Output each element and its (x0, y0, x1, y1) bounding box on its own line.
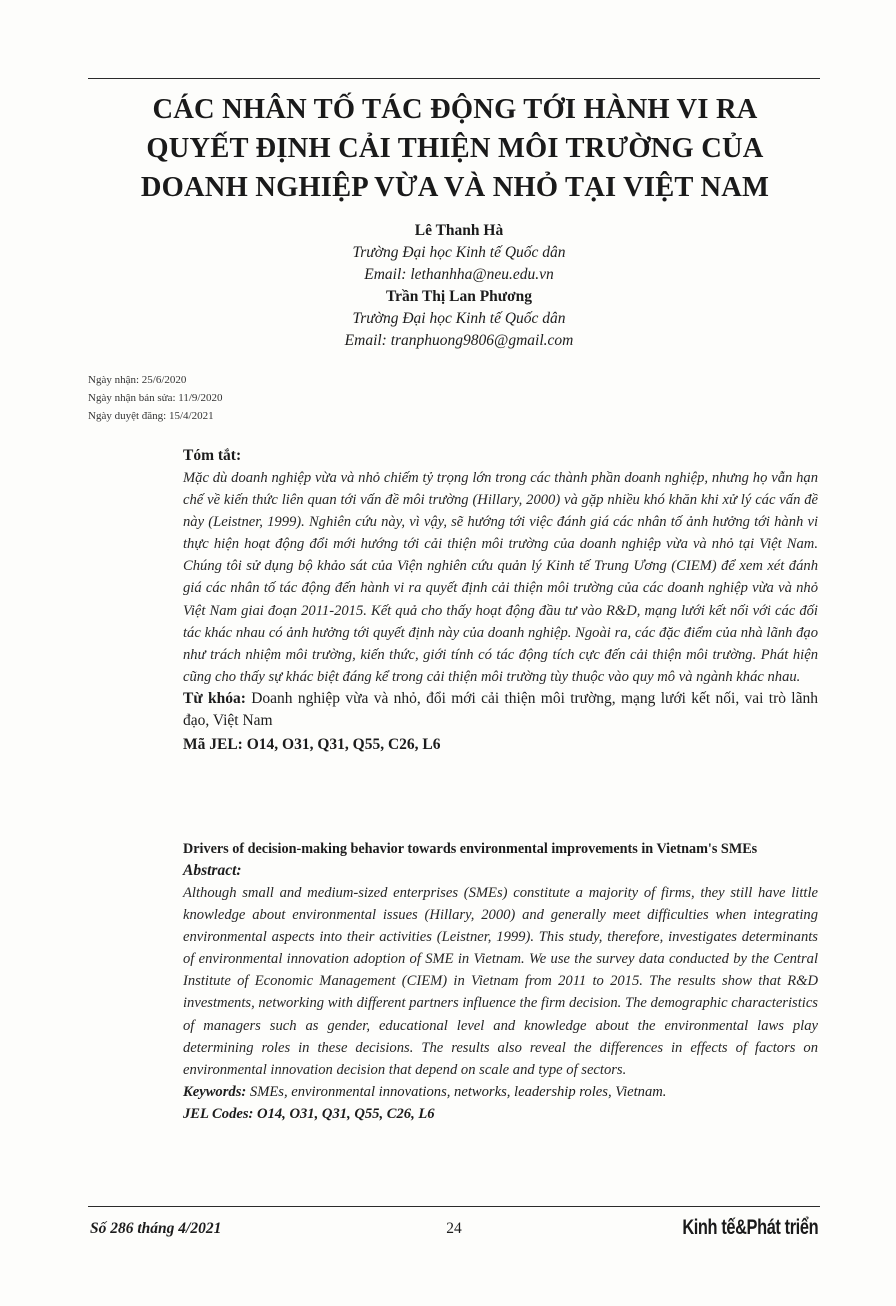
bottom-rule (88, 1206, 820, 1207)
author-1-name: Lê Thanh Hà (414, 222, 504, 239)
title-line-1: CÁC NHÂN TỐ TÁC ĐỘNG TỚI HÀNH VI RA (152, 94, 758, 125)
en-abstract-section (183, 838, 818, 1125)
title-line-2: QUYẾT ĐỊNH CẢI THIỆN MÔI TRƯỜNG CỦA (146, 133, 764, 164)
top-rule (88, 78, 820, 79)
en-jel-codes: JEL Codes: O14, O31, Q31, Q55, C26, L6 (183, 1105, 435, 1122)
vi-keywords (183, 688, 818, 732)
en-abstract-heading: Abstract: (183, 862, 242, 879)
vi-abstract-text: Mặc dù doanh nghiệp vừa và nhỏ chiếm tỷ trọng lớn trong các thành phần doanh nghiệp, nhưng họ vẫn hạn chế về kiến thức liên quan tới vấn đề môi trường (Hillary, 2000) và gặp nhiều khó khăn khi xử lý các vấn đề này (Leistner, 1999). Nghiên cứu này, vì vậy, sẽ hướng tới việc đánh giá các nhân tố ảnh hưởng tới hành vi thực hiện hoạt động đổi mới hướng tới cải thiện môi trường của doanh nghiệp vừa và nhỏ tại Việt Nam. Chúng tôi sử dụng bộ khảo sát của Viện nghiên cứu quản lý Kinh tế Trung Ương (CIEM) để xem xét đánh giá các nhân tố tác động đến hành vi ra quyết định cải thiện môi trường của các doanh nghiệp vừa và nhỏ Việt Nam giai đoạn 2011-2015. Kết quả cho thấy hoạt động đầu tư vào R&D, mạng lưới kết nối với các đối tác khác nhau có ảnh hưởng tới quyết định này của doanh nghiệp. Ngoài ra, các đặc điểm của nhà lãnh đạo như trách nhiệm môi trường, kiến thức, giới tính có tác động tích cực đến cải thiện môi trường. Phát hiện cũng cho thấy sự khác biệt đáng kể trong cải thiện môi trường tùy thuộc vào quy mô và ngành khác nhau. (183, 470, 818, 685)
footer-issue: Số 286 tháng 4/2021 (90, 1220, 222, 1237)
date-received: Ngày nhận: 25/6/2020 (88, 374, 187, 386)
vi-abstract-heading: Tóm tắt: (183, 447, 242, 464)
footer-page-number: 24 (446, 1220, 462, 1237)
author-block (100, 220, 818, 352)
author-2-name: Trần Thị Lan Phương (385, 288, 533, 305)
author-2-email[interactable]: Email: tranphuong9806@gmail.com (344, 332, 574, 349)
vi-keywords-label: Từ khóa: (183, 689, 246, 707)
date-revised: Ngày nhận bản sửa: 11/9/2020 (88, 392, 223, 404)
title-line-3: DOANH NGHIỆP VỪA VÀ NHỎ TẠI VIỆT NAM (140, 172, 770, 203)
vi-keywords-text: Doanh nghiệp vừa và nhỏ, đổi mới cải thiện môi trường, mạng lưới kết nối, vai trò lãnh đạo, Việt Nam (183, 689, 818, 729)
en-keywords-text: SMEs, environmental innovations, networks, leadership roles, Vietnam. (246, 1083, 667, 1100)
vi-abstract-section (183, 445, 818, 756)
vi-jel-codes: Mã JEL: O14, O31, Q31, Q55, C26, L6 (183, 735, 441, 753)
author-1-affiliation: Trường Đại học Kinh tế Quốc dân (352, 244, 566, 261)
date-accepted: Ngày duyệt đăng: 15/4/2021 (88, 410, 214, 422)
en-keywords (183, 1081, 818, 1103)
paper-title (60, 90, 850, 207)
footer-journal-logo: Kinh tế&Phát triển (682, 1216, 818, 1239)
submission-dates (88, 371, 222, 425)
en-abstract-text: Although small and medium-sized enterprises (SMEs) constitute a majority of firms, they still have little knowledge about environmental issues (Hillary, 2000) and generally meet difficulties when integrating environmental aspects into their activities (Leistner, 1999). This study, therefore, investigates determinants of environmental innovation adoption of SME in Vietnam. We use the survey data conducted by the Central Institute of Economic Management (CIEM) in Vietnam from 2011 to 2015. The results show that R&D investments, networking with different partners influence the firm decision. The demographic characteristics of managers such as gender, educational level and knowledge about the environmental laws play determining roles in these decisions. The results also reveal the differences in effects of factors on environmental innovation decision that depend on scale and type of sectors. (183, 885, 818, 1078)
en-keywords-label: Keywords: (183, 1083, 247, 1100)
author-1-email[interactable]: Email: lethanhha@neu.edu.vn (364, 266, 554, 283)
en-title: Drivers of decision-making behavior towards environmental improvements in Vietnam's SMEs (183, 841, 758, 857)
author-2-affiliation: Trường Đại học Kinh tế Quốc dân (352, 310, 566, 327)
